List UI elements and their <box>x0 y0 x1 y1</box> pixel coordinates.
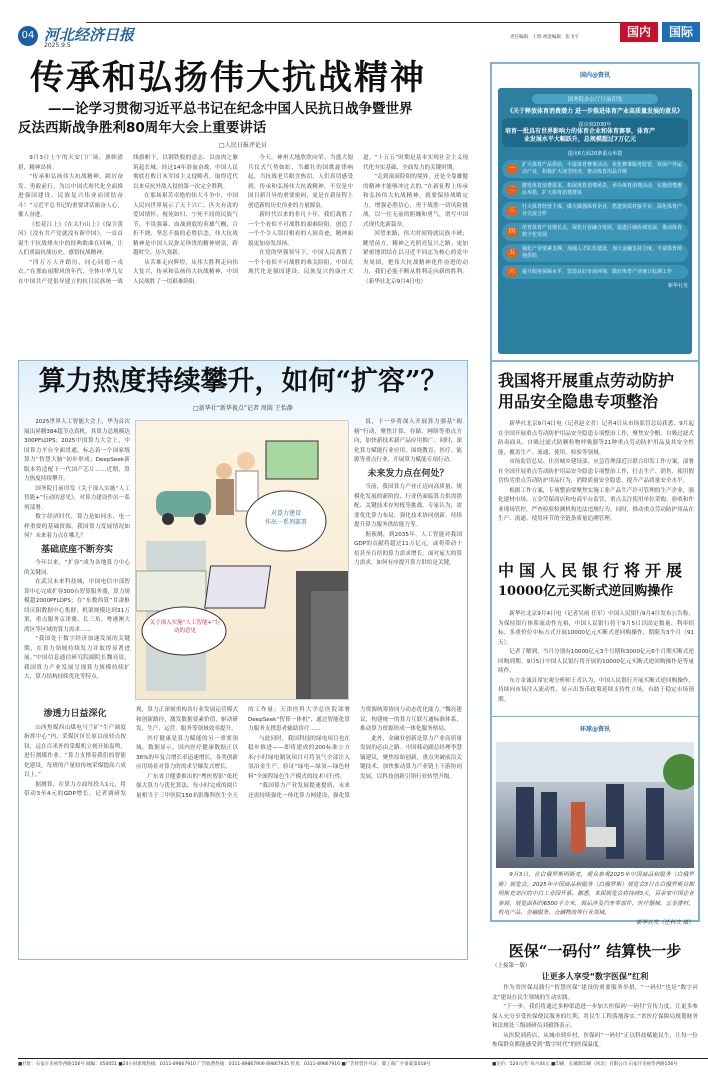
paragraph: 东方金诚首席宏观分析师王青认为，中国人民银行开展买断式逆回购操作，持续向市场注入流动性，显示出货币政策延续支持性立场，有助于稳定市场预期。 <box>498 677 694 703</box>
lead-headline: 传承和弘扬伟大抗战精神 <box>30 58 426 98</box>
measure-item <box>502 265 688 279</box>
feature-intro <box>24 418 130 542</box>
paragraph: 在武汉未来科技城，中国电信中部智算中心完成扩容300台智算服务器，算力规模超2000PFLOPS；在“东数西算”甘肃枢纽庆阳数据中心集群，机架规模达到31万架，重点服务京津冀、长三角、粤港澳大湾区等区域的算力需求…… <box>24 579 130 633</box>
speech-line-2: 作出一系列部署 <box>264 519 307 526</box>
issuer-label: 国务院办公厅日前印发 <box>532 94 658 104</box>
paragraph: 回望来路，伟大时间铸就民族丰碑；眺望前方，精神之光照亮复兴之路。更加紧密地团结在以习近平同志为核心的党中央周围，把伟大抗战精神化作奋进的动力，我们必能不断从胜利走向新的胜利。 （新华社北京9月4日电） <box>363 231 468 285</box>
paragraph: 《松花江上》《在太行山上》《保卫黄河》《没有共产党就没有新中国》，一首首诞生于抗战烽火中的经典歌曲在回响，让人们重温抗战历史、感悟抗战精神。 <box>18 221 123 256</box>
section-heading: 基础底座不断夯实 <box>40 544 113 555</box>
measure-number: 三 <box>506 206 518 216</box>
feature-section-3-body <box>24 706 462 801</box>
photo-credit: 新华社发（任科夫 摄） <box>636 919 694 926</box>
news-medical-headline: 医保“一码付” 结算快一步 <box>508 942 682 960</box>
paragraph: 新华社北京9月4日电（记者赵文君）记者4日从市场监管总局获悉，9月起在全国开展重点劳动防护用品安全隐患专项整治工作，聚焦安全帽、自吸过滤式防毒面具、自吸过滤式防颗粒物呼吸器等21种重点劳动防护用品及其安全性能，覆盖生产、流通、使用、检验等领域。 <box>498 421 694 456</box>
paragraph: 记者了解到，当月分别有10000亿元3个月期和3000亿元6个月期买断式逆回购到期。9月5日中国人民银行将开展的10000亿元买断式逆回购操作是等量续作。 <box>498 649 694 674</box>
document-title: 《关于释放体育消费潜力 进一步推进体育产业高质量发展的意见》 <box>506 108 684 115</box>
feature-section-2-body <box>354 483 462 569</box>
measures-label: 提出6方面20条重点举措 <box>567 151 623 157</box>
page-number: 04 <box>18 26 38 46</box>
paragraph: 广东省卫健委推出的“粤医智影”依托强大算力与优化算法，每小时完成的阅片量相当于三甲医院150名影像科医生全天的工作量；天津医科大学总医院部署DeepSeek“智算一体机”，通过智能化算力服务支撑患者辅助诊疗…… <box>136 707 350 799</box>
section-heading: 未来发力点在何处？ <box>367 468 449 479</box>
paragraph: 此外，金融业创新是算力产业高质量发展的必由之路。中国移动副总经理李慧镝建议，聚焦原始创新，重点突破前沿关键技术，加快推动算力产业链上下游协同发展，以科技创新引领行业转型升级。 <box>360 735 462 780</box>
footer-right: ■定价：520元/年 每月44元 ■印刷：长城新印刷（河北）有限公司 石家庄市裕华西路156号 <box>492 1062 678 1067</box>
headline-line-2: 用品安全隐患专项整治 <box>498 392 659 411</box>
paragraph: “四万万人齐蹈厉，同心同德一戎衣。”在那血雨腥风的年代，全体中华儿女在中国共产党倡导建立的抗日民族统一战线旗帜下，以钢铁般的意志、以血肉之躯筑起长城。经过14年浴血奋战，中国人民彻底打败日本军国主义侵略者，取得近代以来反抗外敌入侵的第一次完全胜利。 <box>18 155 238 285</box>
news-labor-protection-body <box>498 420 694 525</box>
measure-item <box>502 223 688 241</box>
paragraph: 数字经济时代，算力是如同水、电一样重要的基础资源。我国算力发展情况如何？未来着力点在哪儿？ <box>24 514 130 539</box>
speech-bubble-text <box>256 509 316 527</box>
headline-line-1: 中国人民银行将开展 <box>498 561 688 580</box>
measure-number: 一 <box>506 164 518 174</box>
world-news-tag: 环球@资讯 <box>579 726 610 733</box>
continued-note: （上接第一版） <box>492 963 531 969</box>
feature-section-1-body <box>24 559 130 683</box>
measure-item <box>502 202 688 220</box>
paragraph: 今年以来，“扩容”成为各地算力中心的关键词。 <box>24 560 130 576</box>
paragraph: “下一步，我们将通过多种渠道进一步加大医保码‘一码付’宣传力度，让更多参保人充分享受医保便民服务的红利，将民生工程落地落实。”省医疗保障局规划财务和法规处三级调研员刘毅锋表示。 <box>492 1004 698 1029</box>
feature-left-column <box>24 418 130 700</box>
paragraph: 说，下一步将深入开展算力强基“揭榜”行动，聚焦计算、存储、网络等重点方向，加快新技术新产品应用推广。同时，深化算力赋能行业应用，围绕教育、医疗、能源等重点行业，开展算力赋能专项行动。 <box>354 419 462 463</box>
measure-number: 六 <box>506 267 518 277</box>
paragraph: 从医院到药店，从城市到乡村，医保码“一码付”正以科技赋能民生，让每一位参保群众都能感受到“数字时代”的医保温度。 <box>492 1032 698 1048</box>
photo-people <box>496 742 694 868</box>
computing-illustration <box>135 420 349 700</box>
paragraph: 医疗健康是算力赋能的另一重要领域。数据显示，国内医疗健康数据正以36%的年复合增长率迅速增长，各类创新应用场景对算力的需求呈爆发式增长。 <box>136 735 238 770</box>
headline-line-2: 10000亿元买断式逆回购操作 <box>498 584 674 599</box>
section-tab-international[interactable]: 国际 <box>662 22 700 42</box>
paragraph: 根据工作方案，专项整治要聚焦实施工业产品生产许可管理的生产企业，强化建材市场、五金劳保商店和电商平台监管，重点关注使用单位采购、验收和作业现场管控，严查检验检测机构违法违规行为。同时，推动重点劳动防护用品在生产、流通、使用环节的全链条质量追溯管理。 <box>498 487 694 522</box>
measure-text: 扩大体育产品供给，丰富体育赛事活动，优化赛事服务监管，发展户外运动产业，积极扩大冰雪经济，推动体育用品升级 <box>522 162 683 175</box>
masthead-rule <box>86 22 622 23</box>
feature-right-column <box>354 418 462 700</box>
paragraph: 据预测，到2035年，人工智能对我国GDP的贡献将超过11万亿元，或将带动十倍甚至百倍的算力需求增长。面对庞大的算力需求，如何有序提升算力供给是关键。 <box>354 531 462 566</box>
divider <box>490 716 700 717</box>
editors-credit: 责任编辑：王辉 视觉编辑：张飞宇 <box>510 35 579 40</box>
news-medical-body <box>492 984 698 1051</box>
paragraph: 山西焦煤西山煤电马兰矿“生产调度指挥中心”内，采煤区区长原以前轻点按钮，远在百米外的采煤机立刻开始轰鸣，进行割煤作业。“算力支撑着我们的智能化建设，每班的产量较传统采煤提高六成以上。” <box>24 724 126 778</box>
paragraph: 市场监管总局、住房城乡建设部、应急管理部近日联合印发工作方案，部署在全国开展重点劳动防护用品安全隐患专项整治工作，打击生产、销售、使用假冒伪劣重点劳动防护用品行为，消除质量安全隐患，提升产品质量安全水平。 <box>498 459 694 484</box>
infographic-panel <box>498 88 692 354</box>
measure-item <box>502 244 688 262</box>
paragraph: 今天，神州大地欣欣向荣。当盛大阅兵仪式气势如虹，当雄壮的国歌旋律响起，当抗战老兵眼含热泪，人们真切感受到，传承和弘扬伟大抗战精神，不仅是中国日新月异的重要密码，更是在新征程上创造新的历史伟业的力量源泉。 <box>248 155 353 209</box>
infographic-tag: 国内@资讯 <box>579 72 610 79</box>
paragraph: 2025世界人工智能大会上，华为首次展出昇腾384超节点真机，其算力总规模达300PFLOPS；2025中国算力大会上，中国算力平台全面贯通，标志着一个国家级算力“智慧大脑”初步形成；DeepSeek新版本将适配下一代国产芯片……近期，算力热度持续攀升。 <box>24 419 130 482</box>
paragraph: 作为省医保局践行“智慧医保”建设的重要服务举措，“一码付”也是“数字河北”建设在民生领域的生动实践。 <box>492 985 698 1001</box>
measures-list <box>502 160 688 279</box>
paragraph: “我国处于数字经济加速发展的关键期，在算力领域持续发力并取得显著进展。”中国信息通信研究院副院长魏亮说，我国算力产业发展呈现算力规模持续扩大、算力结构持续优化等特点。 <box>24 636 130 680</box>
goal-label: 提出到2030年 <box>578 122 612 128</box>
feature-headline: 算力热度持续攀升，如何“扩容”？ <box>38 366 448 397</box>
news-labor-protection-headline <box>498 370 674 412</box>
medical-subhead: 让更多人享受“数字医保”红利 <box>541 972 649 981</box>
photo-caption <box>498 871 694 928</box>
paragraph: 国务院日前印发《关于深入实施“人工智能+”行动的意见》，对算力建设作出一系列部署。 <box>24 485 130 511</box>
speech-line-1: 对算力建设 <box>270 510 301 517</box>
caption-text: 9月3日，在白俄罗斯明斯克，观众参观2025年中国商品和服务（白俄罗斯）展览会。2025年中国商品和服务（白俄罗斯）展览会3日在白俄罗斯首都明斯克郊区的中白工业园开幕。据悉，本届展览会将持续3天，百余家中国企业参展，展览面积约6500平方米，展品涉及汽车零部件、医疗器械、五金建材、机电产品、金融服务、仓储物流等行业领域。 <box>498 872 694 916</box>
measure-number: 五 <box>506 248 518 258</box>
paragraph: 在党的坚强领导下，中国人民战胜了一个个看似不可战胜的难关险阻。中国式现代化是强国建设、民族复兴的康庄大道。“十五五”时期是基本实现社会主义现代化夯实基础、全面发力的关键时期。 <box>248 155 468 275</box>
issue-date: 2025.9.5 <box>44 42 71 49</box>
illustration-graphic <box>136 421 349 700</box>
measure-text: 激发体育消费需求，拓展体育消费场景，举办体育消费活动，实施消费惠民举措，扩大体育消费群体 <box>522 183 683 196</box>
measure-text: 强化产业要素支撑，加强人才队伍建设，加大金融支持力度，丰富体育场地供给 <box>522 246 683 259</box>
measure-text: 提升服务保障水平，营造良好市场环境，做好体育产业统计监测工作 <box>522 268 673 275</box>
paragraph: 当前，我国算力产业正迈向高质量、规模化发展的新阶段，行业仍面临算力供需错配、关键技术存短板等挑战。专家认为，需要优化算力布局、强化技术协同创新、持续提升算力服务供给能力等。 <box>354 484 462 528</box>
goal-text: 培育一批具有世界影响力的体育企业和体育赛事，体育产业发展水平大幅跃升，总规模超过7万亿元 <box>505 128 656 143</box>
paragraph: 与此同时，我国科技的绿电项目也在稳步推进——即将建成的200标准立方米/小时绿电制氢项目可将氢气全部注入氢冶金生产，验证“绿电—绿氢—绿色材料”全流程绿色生产模式的技术可行性。 <box>248 735 350 780</box>
paragraph: “我国算力产业发展提速提质，未来还需持续强化一体化算力网建设，强化算力资源统筹协同与动态优化能力。”魏亮建议，构建统一的算力互联互通标准体系，推动算力资源形成一体化服务格局。 <box>248 707 462 799</box>
lead-subtitle <box>18 100 478 138</box>
measure-text: 培育体育产业增长点，深化行业融合发展，促进区域协调发展，推动体育数字化发展 <box>522 225 683 238</box>
expo-photo <box>496 742 694 868</box>
domestic-news-infographic <box>490 62 700 362</box>
lead-body <box>18 154 468 352</box>
lead-subtitle-line-1: ——论学习贯彻习近平总书记在纪念中国人民抗日战争暨世界 <box>48 101 413 117</box>
paragraph: 据测算，在算力方面每投入1元，将带动3至4元的GDP增长。记者调研发现，算力正深刻重构各行业发展运营模式和创新路径，激发数据要素价值，驱动研发、生产、运营、服务等领域效率提升。 <box>24 707 238 797</box>
paragraph: 9月3日上午的天安门广场，旗帜猎猎，精神昂扬。 <box>18 155 123 171</box>
feature-right-body <box>354 418 462 466</box>
measure-item <box>502 181 688 199</box>
feature-byline: □新华社“新华视点”记者 周圆 王怡静 <box>193 405 293 412</box>
section-tab-domestic[interactable]: 国内 <box>620 22 658 42</box>
footer-left: ■社址：石家庄市裕华西路156号 邮编：050051 ■24小时新闻热线：0311-89867910 广告收费热线：0311-89867909 89867935 传真：0311-89867916 ■广告经营许可证：冀工商广字备案第018号 <box>18 1062 431 1067</box>
lead-subtitle-line-2: 反法西斯战争胜利80周年大会上重要讲话 <box>18 120 267 136</box>
news-pboc-body <box>498 610 694 705</box>
lead-byline: □人民日报评论员 <box>219 142 267 149</box>
paragraph: “传承和弘扬伟大抗战精神，踔厉奋发、勇毅前行，为以中国式现代化全面推进强国建设、民族复兴伟业而团结奋斗！”习近平总书记的重要讲话振奋人心，催人奋进。 <box>18 174 123 218</box>
measure-number: 二 <box>506 185 518 195</box>
paragraph: 从苦难走向辉煌，从伟大胜利走向伟大复兴，传承和弘扬伟大抗战精神，中国人民战胜了一切艰难险阻。 <box>133 259 238 285</box>
section-heading: 渗透力日益深化 <box>43 709 107 719</box>
goal-panel <box>502 118 688 147</box>
news-pboc-headline <box>498 560 698 602</box>
policy-bubble-text: 关于深入实施“人工智能+”行动的意见 <box>149 620 221 634</box>
newspaper-logo: 河北经济日报 <box>44 26 135 44</box>
footer-rule <box>18 1058 708 1059</box>
measure-item <box>502 160 688 178</box>
paragraph: 新时代以来的非凡十年，我们战胜了一个个看似不可战胜的艰难险阻，创造了一个个令人刮目相看的人间奇迹，精神面貌更加奋发昂扬。 <box>248 212 353 247</box>
measure-text: 壮大体育经营主体，做大做强体育企业，搭建优质对接平台，深化体育产业交流合作 <box>522 204 683 217</box>
paragraph: 新华社北京9月4日电（记者吴雨 任军）中国人民银行9月4日发布公告称，为保持银行体系流动性充裕，中国人民银行将于9月5日以固定数量、利率招标、多重价位中标方式开展10000亿元买断式逆回购操作，期限为3个月（91天）。 <box>498 611 694 646</box>
feature-lower-columns <box>24 706 462 954</box>
paragraph: “走到滚滚险阻的境界，还是全靠雄健的精神才能够冲过去的。”在新征程上传承和弘扬伟大抗战精神，就要保持战略定力，增强必胜信心，勇于战胜一切风险挑战，以一往无前的胆魄和勇气，谱写中国式现代化新篇章。 <box>363 174 468 228</box>
measure-number: 四 <box>506 227 518 237</box>
infographic-credit: 新华社发 <box>667 283 688 289</box>
paragraph: 在那场艰苦卓绝的伟大斗争中，中国人民向世界展示了天下兴亡、匹夫有责的爱国情怀，视死如归、宁死不屈的民族气节，不畏强暴、血战到底的英雄气概，百折不挠、坚忍不拔的必胜信念。伟大抗战精神是中国人民弥足珍贵的精神财富，跨越时空、历久弥新。 <box>133 193 238 256</box>
headline-line-1: 我国将开展重点劳动防护 <box>498 371 675 390</box>
